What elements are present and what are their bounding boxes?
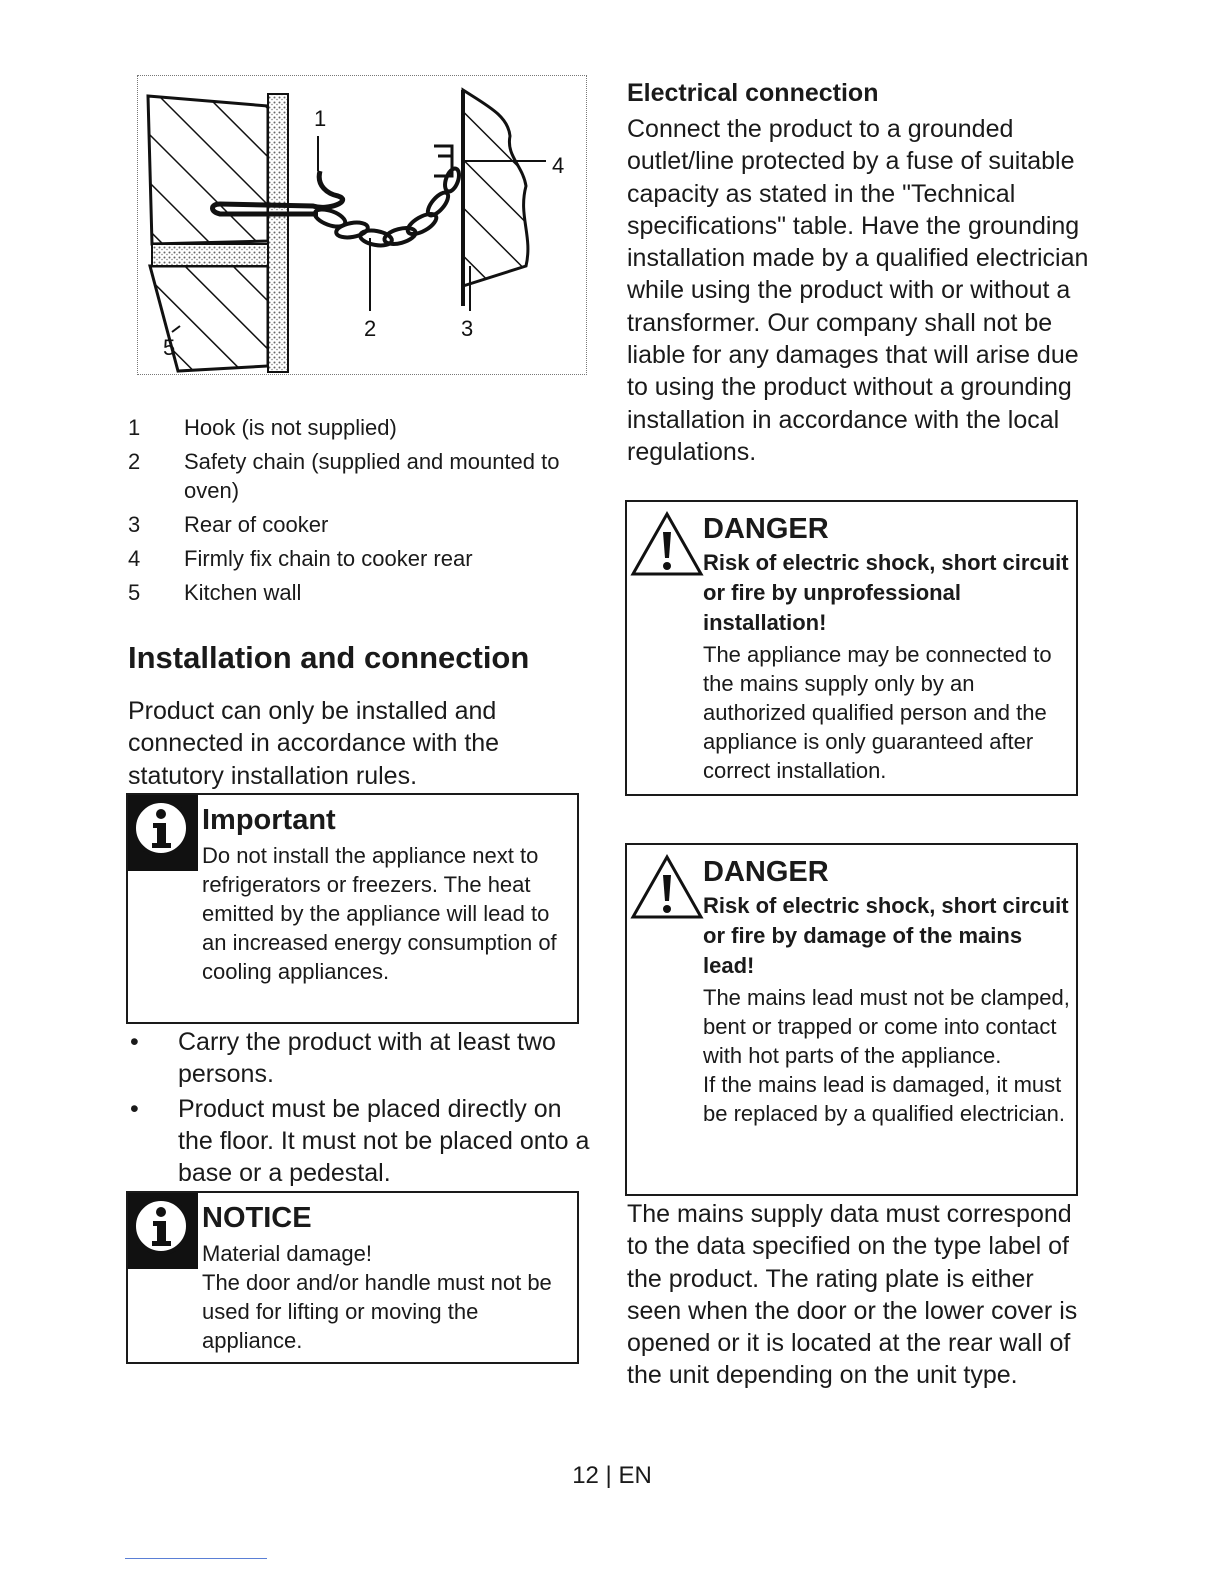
warning-triangle-icon [629,853,705,921]
info-icon [128,795,198,871]
electrical-section [627,78,1097,468]
installation-bullets [128,1026,590,1191]
page-number: 12 | EN [572,1462,652,1489]
legend-text: Rear of cooker [184,512,329,537]
footer-divider [125,1558,267,1559]
installation-intro: Product can only be installed and connected in accordance with the statutory installation rules. [128,697,500,790]
legend-item [128,544,590,573]
legend-item [128,413,590,442]
list-item [128,1093,590,1190]
legend-number: 5 [128,580,141,605]
danger-2-subtitle: Risk of electric shock, short circuit or fire by damage of the mains lead! [703,893,1069,978]
legend-number: 2 [128,449,141,474]
notice-line1: Material damage! [202,1241,372,1266]
electrical-body: Connect the product to a grounded outlet/line protected by a fuse of suitable capacity as stated in the "Technical specifications" table. Have the grounding installation made by a qualified electrician while using the product with or without a transformer. Our company shall not be liable for any damages that will arise due to using the product without a grounding installation in accordance with the local regulations. [627,115,1089,466]
bullet-icon: • [130,1028,139,1056]
legend-item [128,578,590,607]
legend-text: Firmly fix chain to cooker rear [184,546,473,571]
important-body: Do not install the appliance next to refrigerators or freezers. The heat emitted by the appliance will lead to an increased energy consumption of cooling appliances. [202,843,557,984]
danger-box-1 [625,500,1078,796]
bullet-text: Carry the product with at least two persons. [178,1028,556,1089]
callout-1: 1 [314,106,327,131]
important-title: Important [202,804,336,836]
list-item [128,1026,590,1091]
danger-1-subtitle: Risk of electric shock, short circuit or fire by unprofessional installation! [703,550,1069,635]
danger-2-body-2: If the mains lead is damaged, it must be replaced by a qualified electrician. [703,1072,1066,1126]
notice-title: NOTICE [202,1202,312,1234]
chain-diagram [138,76,586,374]
warning-triangle-icon [629,510,705,578]
legend-item [128,510,590,539]
danger-box-2 [625,843,1078,1196]
legend-text: Hook (is not supplied) [184,415,397,440]
electrical-heading: Electrical connection [627,79,879,107]
legend-text: Kitchen wall [184,580,302,605]
danger-1-title: DANGER [703,513,829,545]
legend-number: 4 [128,546,141,571]
callout-4: 4 [552,153,565,178]
bullet-text: Product must be placed directly on the floor. It must not be placed onto a base or a pedestal. [178,1094,590,1188]
notice-box [126,1191,579,1364]
notice-line2: The door and/or handle must not be used for lifting or moving the appliance. [202,1270,552,1353]
figure-legend [128,413,590,612]
legend-number: 3 [128,512,141,537]
callout-2: 2 [364,316,377,341]
danger-2-body-1: The mains lead must not be clamped, bent or trapped or come into contact with hot parts of the appliance. [703,985,1070,1068]
callout-3: 3 [461,316,474,341]
legend-text: Safety chain (supplied and mounted to oven) [184,449,560,503]
legend-item [128,447,590,505]
mains-supply-paragraph: The mains supply data must correspond to the data specified on the type label of the product. The rating plate is either seen when the door or the lower cover is opened or it is located at the rear wall of the unit depending on the unit type. [627,1200,1078,1390]
installation-heading: Installation and connection [128,640,530,675]
danger-1-body: The appliance may be connected to the mains supply only by an authorized qualified person and the appliance is only guaranteed after correct installation. [703,642,1052,783]
callout-5: 5 [163,335,176,360]
chain-installation-figure [137,75,587,375]
danger-2-title: DANGER [703,856,829,888]
info-icon [128,1193,198,1269]
important-box [126,793,579,1024]
legend-number: 1 [128,415,141,440]
bullet-icon: • [130,1094,139,1123]
